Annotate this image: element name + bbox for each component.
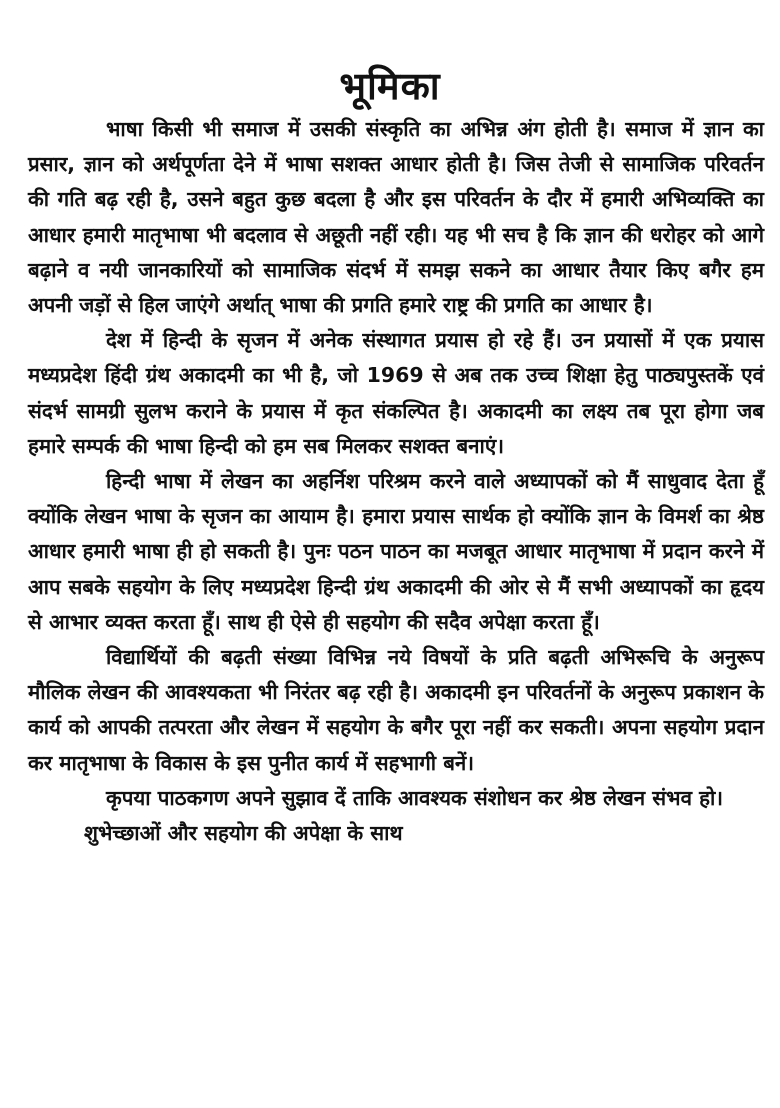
- paragraph-4: विद्यार्थियों की बढ़ती संख्या विभिन्न नये विषयों के प्रति बढ़ती अभिरूचि के अनुरूप मौलिक लेखन की आवश्यकता भी निरंतर बढ़ रही है। अकादमी इन परिवर्तनों के अनुरूप प्रकाशन के कार्य को आपकी तत्परता और लेखन में सहयोग के बगैर पूरा नहीं कर सकती। अपना सहयोग प्रदान कर मातृभाषा के विकास के इस पुनीत कार्य में सहभागी बनें।: [28, 645, 764, 775]
- closing-line: शुभेच्छाओं और सहयोग की अपेक्षा के साथ: [84, 821, 403, 846]
- page-title: भूमिका: [339, 64, 441, 108]
- paragraph-2: देश में हिन्दी के सृजन में अनेक संस्थागत प्रयास हो रहे हैं। उन प्रयासों में एक प्रयास मध्यप्रदेश हिंदी ग्रंथ अकादमी का भी है, जो 1969 से अब तक उच्च शिक्षा हेतु पाठ्यपुस्तकें एवं संदर्भ सामग्री सुलभ कराने के प्रयास में कृत संकल्पित है। अकादमी का लक्ष्य तब पूरा होगा जब हमारे सम्पर्क की भाषा हिन्दी को हम सब मिलकर सशक्त बनाएं।: [28, 328, 764, 458]
- paragraph-3: हिन्दी भाषा में लेखन का अहर्निश परिश्रम करने वाले अध्यापकों को मैं साधुवाद देता हूँ क्योंकि लेखन भाषा के सृजन का आयाम है। हमारा प्रयास सार्थक हो क्योंकि ज्ञान के विमर्श का श्रेष्ठ आधार हमारी भाषा ही हो सकती है। पुनः पठन पाठन का मजबूत आधार मातृभाषा में प्रदान करने में आप सबके सहयोग के लिए मध्यप्रदेश हिन्दी ग्रंथ अकादमी की ओर से मैं सभी अध्यापकों का हृदय से आभार व्यक्त करता हूँ। साथ ही ऐसे ही सहयोग की सदैव अपेक्षा करता हूँ।: [28, 469, 764, 634]
- paragraph-5: कृपया पाठकगण अपने सुझाव दें ताकि आवश्यक संशोधन कर श्रेष्ठ लेखन संभव हो।: [106, 785, 724, 810]
- document-body: [28, 112, 764, 851]
- paragraph-1: भाषा किसी भी समाज में उसकी संस्कृति का अभिन्न अंग होती है। समाज में ज्ञान का प्रसार, ज्ञान को अर्थपूर्णता देने में भाषा सशक्त आधार होती है। जिस तेजी से सामाजिक परिवर्तन की गति बढ़ रही है, उसने बहुत कुछ बदला है और इस परिवर्तन के दौर में हमारी अभिव्यक्ति का आधार हमारी मातृभाषा भी बदलाव से अछूती नहीं रही। यह भी सच है कि ज्ञान की धरोहर को आगे बढ़ाने व नयी जानकारियों को सामाजिक संदर्भ में समझ सकने का आधार तैयार किए बगैर हम अपनी जड़ों से हिल जाएंगे अर्थात् भाषा की प्रगति हमारे राष्ट्र की प्रगति का आधार है।: [28, 117, 764, 318]
